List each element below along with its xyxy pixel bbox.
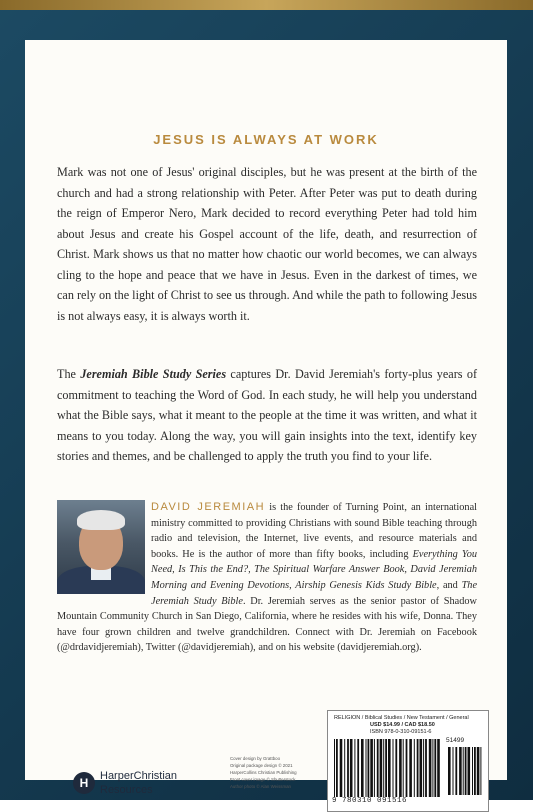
series-paragraph — [57, 364, 477, 467]
barcode-bar — [432, 739, 433, 797]
price-addon-barcode-bars — [448, 747, 484, 795]
barcode-bar — [374, 739, 375, 797]
barcode-bar — [423, 739, 424, 797]
author-bio-part-2: and — [439, 579, 462, 591]
barcode-bar — [417, 739, 419, 797]
credit-line: Author photo © Alan Weissman — [230, 784, 291, 789]
barcode-block — [327, 710, 489, 812]
author-bio-part-1: is the founder of Turning Point, an international ministry committed to providing Christians with sound Bible teaching through radio and television, the Internet, live events, and resource materials and books. He is the author of more than fifty books, including — [151, 502, 478, 560]
gold-top-edge — [0, 0, 533, 10]
barcode-bar — [340, 739, 343, 797]
content-panel — [25, 40, 507, 805]
barcode-isbn: ISBN 978-0-310-09151-6 — [370, 729, 432, 735]
barcode-bar — [437, 739, 440, 797]
barcode-bar — [468, 747, 471, 795]
barcode-bar — [377, 739, 379, 797]
barcode-bar — [383, 739, 384, 797]
barcode-price: USD $14.99 / CAD $18.50 — [370, 722, 435, 728]
barcode-bar — [395, 739, 397, 797]
barcode-category: RELIGION / Biblical Studies / New Testament / General — [334, 715, 469, 721]
barcode-bar — [370, 739, 373, 797]
barcode-bar — [409, 739, 412, 797]
barcode-bar — [477, 747, 480, 795]
publisher-logo — [73, 766, 223, 806]
author-bio-part-3: . Dr. Jeremiah serves as the senior pastor of Shadow Mountain Community Church in San Diego, California, where he resides with his wife, Donna. They have four grown children and twelve grandchildren. Connect with Dr. Jeremiah on Facebook (@drdavidjeremiah), Twitter (@davidjeremiah), and on his website (davidjeremiah.org). — [57, 595, 477, 654]
author-name: DAVID JEREMIAH — [151, 501, 266, 513]
credit-line: Original package design © 2021 — [230, 763, 293, 768]
barcode-bar — [368, 739, 370, 797]
barcode-bar — [388, 739, 391, 797]
barcode-bar — [425, 739, 427, 797]
barcode-bar — [380, 739, 383, 797]
barcode-bar — [334, 739, 335, 797]
barcode-bar — [448, 747, 451, 795]
barcode-bar — [434, 739, 436, 797]
barcode-bar — [414, 739, 415, 797]
barcode-digits: 9 780310 091516 — [332, 797, 408, 805]
barcode-bar — [403, 739, 404, 797]
credit-line: HarperCollins Christian Publishing — [230, 770, 297, 775]
series-name: Jeremiah Bible Study Series — [80, 367, 227, 381]
barcode-bar — [480, 747, 481, 795]
barcode-bar — [385, 739, 387, 797]
barcode-bar — [357, 739, 359, 797]
barcode-bar — [455, 747, 457, 795]
barcode-bar — [429, 739, 432, 797]
author-books: Everything You Need, Is This the End?, The Spiritual Warfare Answer Book, David Jeremiah Morning and Evening Devotions, Airship Genesis Kids Study Bible, — [151, 548, 478, 591]
barcode-bar — [463, 747, 464, 795]
barcode-bar — [347, 739, 349, 797]
publisher-name-line-2: Resources — [100, 784, 153, 796]
barcode-bar — [361, 739, 364, 797]
barcode-bar — [354, 739, 355, 797]
barcode-bar — [366, 739, 367, 797]
credit-line: Front cover image © Shutterstock — [230, 777, 296, 782]
barcode-bar — [453, 747, 454, 795]
series-body: captures Dr. David Jeremiah's forty-plus years of commitment to teaching the Word of God. In each study, he will help you understand what the Bible says, what it meant to the people at the time it was written, and what it means to you today. Along the way, you will gain insights into the text, identify key stories and themes, and be challenged to apply the truth you find to your life. — [57, 367, 478, 463]
barcode-addon-number: 51499 — [446, 737, 465, 744]
isbn-barcode-bars — [334, 739, 442, 797]
barcode-bar — [399, 739, 402, 797]
barcode-bar — [465, 747, 467, 795]
credit-line: Cover design by Grattboo — [230, 756, 281, 761]
publisher-logo-icon: H — [73, 772, 95, 794]
description-paragraph: Mark was not one of Jesus' original disciples, but he was present at the birth of the church and had a strong relationship with Peter. After Peter was put to death during the reign of Emperor Nero, Mark decided to record everything Peter had told him about Jesus and create his Gospel account of the life, death, and resurrection of Christ. Mark shows us that no matter how chaotic our world becomes, we can always cling to the hope and peace that we have in Jesus. Even in the darkest of times, we can rely on the light of Christ to see us through. And while the path to following Jesus is not always easy, it is always worth it. — [57, 165, 477, 323]
series-lead: The — [57, 367, 81, 381]
barcode-bar — [472, 747, 473, 795]
author-study-bible: The Jeremiah Study Bible — [151, 579, 478, 607]
author-bio — [57, 500, 477, 656]
publisher-name-line-1: HarperChristian — [100, 770, 178, 782]
barcode-bar — [336, 739, 338, 797]
design-credits — [230, 755, 325, 790]
cover-heading: JESUS IS ALWAYS AT WORK — [153, 132, 379, 147]
barcode-bar — [344, 739, 345, 797]
barcode-bar — [393, 739, 394, 797]
barcode-bar — [474, 747, 476, 795]
barcode-bar — [459, 747, 462, 795]
barcode-bar — [420, 739, 423, 797]
barcode-bar — [350, 739, 353, 797]
barcode-bar — [406, 739, 408, 797]
